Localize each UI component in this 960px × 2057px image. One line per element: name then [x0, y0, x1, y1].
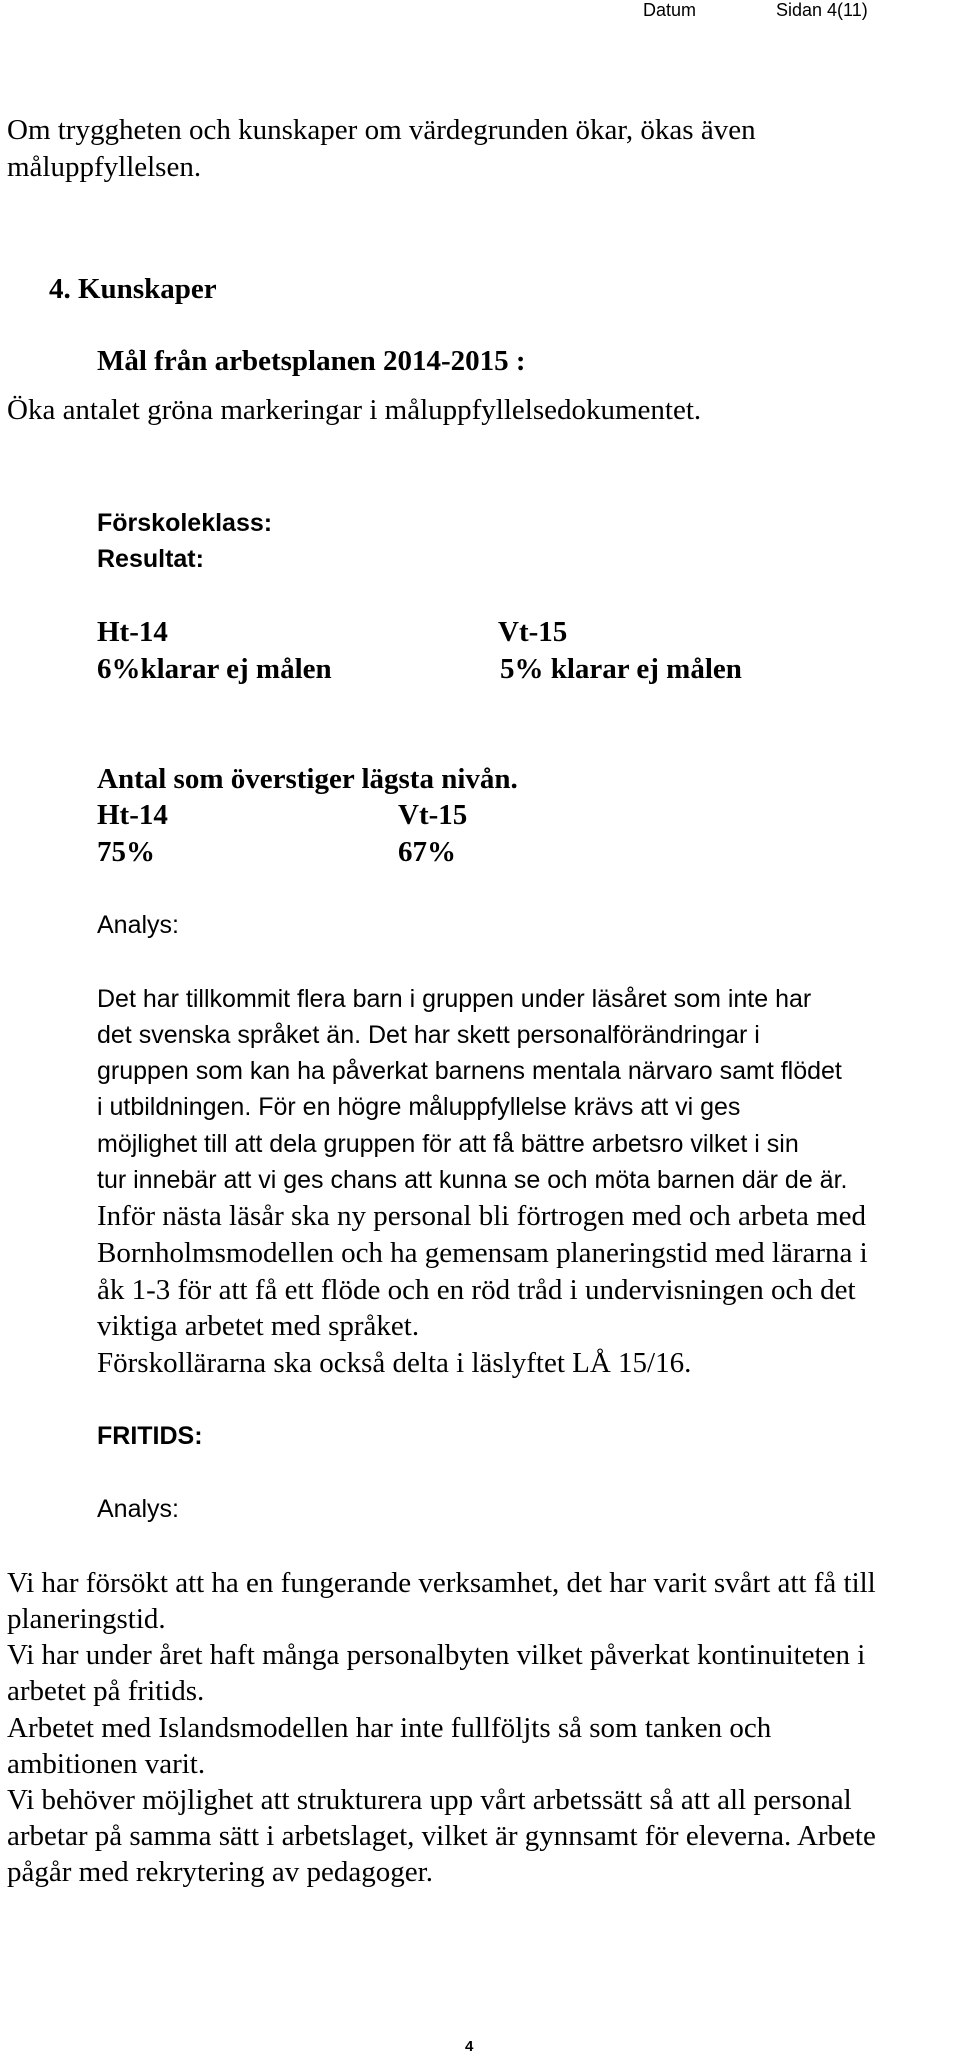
result-vt-label: Vt-15: [498, 616, 568, 648]
above-ht-label: Ht-14: [97, 799, 168, 831]
plan-line: Inför nästa läsår ska ny personal bli förtrogen med och arbeta med: [97, 1200, 867, 1232]
analysis-line: gruppen som kan ha påverkat barnens mentala närvaro samt flödet: [97, 1057, 842, 1085]
result-vt-value: 5% klarar ej målen: [500, 653, 742, 685]
fritids-title: FRITIDS:: [97, 1422, 203, 1450]
fritids-analysis-label: Analys:: [97, 1495, 179, 1523]
header-page-indicator: Sidan 4(11): [776, 0, 868, 20]
result-ht-label: Ht-14: [97, 616, 168, 648]
goal-text: Öka antalet gröna markeringar i måluppfyllelsedokumentet.: [7, 394, 702, 426]
fritids-line: ambitionen varit.: [7, 1748, 206, 1780]
intro-line-1: Om tryggheten och kunskaper om värdegrunden ökar, ökas även: [7, 114, 756, 146]
analysis-line: i utbildningen. För en högre måluppfyllelse krävs att vi ges: [97, 1093, 741, 1121]
fritids-line: arbetet på fritids.: [7, 1675, 205, 1707]
result-label: Resultat:: [97, 545, 204, 573]
intro-line-2: måluppfyllelsen.: [7, 151, 202, 183]
analysis-line: möjlighet till att dela gruppen för att få bättre arbetsro vilket i sin: [97, 1130, 799, 1158]
plan-line: viktiga arbetet med språket.: [97, 1310, 420, 1342]
forskoleklass-title: Förskoleklass:: [97, 509, 273, 537]
above-vt-value: 67%: [398, 836, 456, 868]
fritids-line: Vi har under året haft många personalbyten vilket påverkat kontinuiteten i: [7, 1639, 866, 1671]
header-date-label: Datum: [643, 0, 697, 20]
fritids-line: Vi har försökt att ha en fungerande verksamhet, det har varit svårt att få till: [7, 1567, 876, 1599]
above-level-label: Antal som överstiger lägsta nivån.: [97, 763, 518, 795]
fritids-line: Arbetet med Islandsmodellen har inte fullföljts så som tanken och: [7, 1712, 772, 1744]
plan-line: Förskollärarna ska också delta i läslyftet LÅ 15/16.: [97, 1347, 692, 1379]
plan-line: åk 1-3 för att få ett flöde och en röd tråd i undervisningen och det: [97, 1274, 856, 1306]
section-heading: 4. Kunskaper: [49, 273, 217, 305]
fritids-line: pågår med rekrytering av pedagoger.: [7, 1856, 433, 1888]
analysis-line: tur innebär att vi ges chans att kunna se och möta barnen där de är.: [97, 1166, 848, 1194]
forskoleklass-analysis-label: Analys:: [97, 911, 179, 939]
above-vt-label: Vt-15: [398, 799, 468, 831]
above-ht-value: 75%: [97, 836, 155, 868]
fritids-line: planeringstid.: [7, 1603, 166, 1635]
plan-line: Bornholmsmodellen och ha gemensam planeringstid med lärarna i: [97, 1237, 868, 1269]
fritids-line: Vi behöver möjlighet att strukturera upp vårt arbetssätt så att all personal: [7, 1784, 852, 1816]
goal-label: Mål från arbetsplanen 2014-2015 :: [97, 345, 526, 377]
fritids-line: arbetar på samma sätt i arbetslaget, vilket är gynnsamt för eleverna. Arbete: [7, 1820, 876, 1852]
analysis-line: Det har tillkommit flera barn i gruppen under läsåret som inte har: [97, 985, 812, 1013]
analysis-line: det svenska språket än. Det har skett personalförändringar i: [97, 1021, 760, 1049]
result-ht-value: 6%klarar ej målen: [97, 653, 332, 685]
footer-page-number: 4: [465, 2038, 474, 2055]
